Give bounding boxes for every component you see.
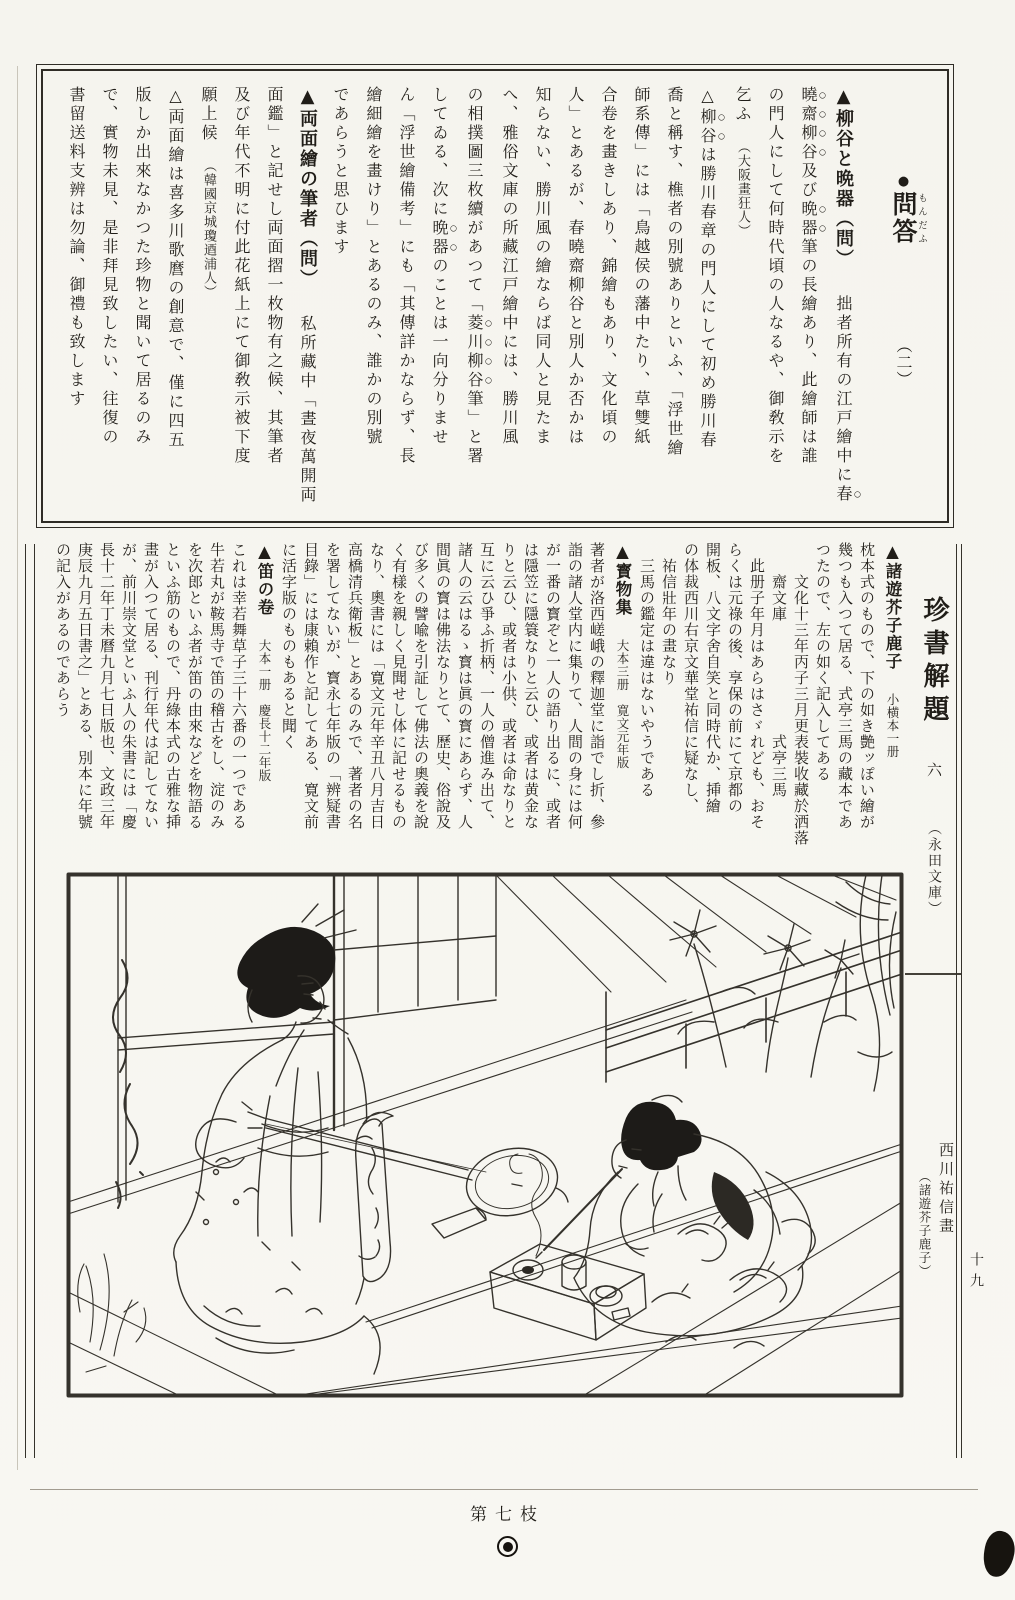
column-text: 喬と稱す、樵者の別號ありといふ、「浮世繪 bbox=[665, 86, 684, 458]
qa-title-ruby: もんだふ bbox=[916, 191, 927, 245]
text-column bbox=[366, 542, 388, 880]
bib-section-header bbox=[906, 596, 960, 961]
column-text: 書留送料支辨は勿論、御禮も致します bbox=[67, 86, 86, 409]
text-column bbox=[228, 542, 250, 880]
text-column bbox=[96, 542, 118, 880]
bullet-icon: ● bbox=[896, 174, 911, 191]
text-column bbox=[322, 542, 344, 880]
column-text: が、前川崇文堂といふ人の朱書には「慶 bbox=[120, 542, 138, 830]
column-note: 大本一册 慶長十二年版 bbox=[257, 638, 272, 782]
column-text: 互に云ひ爭ふ折柄、一人の僧進み出て、 bbox=[478, 542, 496, 830]
wave-pattern bbox=[652, 1216, 815, 1348]
bib-volume-number: 六 bbox=[925, 762, 943, 777]
column-text: 間眞の寳は佛法なりとて、歷史、俗說及 bbox=[434, 542, 452, 830]
qa-section-title-column bbox=[872, 86, 934, 510]
entry-column bbox=[827, 86, 862, 510]
text-column bbox=[658, 542, 680, 880]
qa-part-number: （二） bbox=[894, 337, 913, 388]
text-column bbox=[559, 86, 592, 510]
text-column bbox=[726, 86, 759, 510]
column-text: 私所藏中「晝夜萬開両 bbox=[298, 315, 317, 505]
footer-rule bbox=[30, 1489, 978, 1490]
footer-title: 第七枝 bbox=[470, 1505, 545, 1525]
column-text: 諸人の云はるゝ寳は眞の寳にあらず、人 bbox=[456, 542, 474, 830]
bullseye-mark-icon bbox=[497, 1536, 518, 1557]
print-frame bbox=[69, 875, 902, 1396]
print-artist-caption: 西川祐信畫 bbox=[937, 1142, 955, 1237]
tray-handle-slot bbox=[612, 1308, 630, 1320]
column-text: 人」とあるが、春曉齋柳谷と別人か否かは bbox=[566, 86, 585, 447]
text-column bbox=[680, 542, 702, 880]
column-text: 枕本式のもので、下の如き艶ッぽい繪が bbox=[858, 542, 876, 830]
column-text: に活字版のものもあると聞く bbox=[280, 542, 298, 750]
column-text: 曉齋柳谷及び晩器筆の長繪あり、此繪師は誰 bbox=[799, 86, 818, 466]
text-column bbox=[759, 86, 792, 510]
text-column bbox=[746, 542, 768, 880]
text-column bbox=[159, 86, 192, 510]
column-text: なり、奧書には「寛文元年辛丑八月吉日 bbox=[368, 542, 386, 830]
text-column bbox=[162, 542, 184, 880]
text-column bbox=[300, 542, 322, 880]
column-text: △柳谷は勝川春章の門人にして初め勝川春 bbox=[698, 86, 717, 450]
qa-title: 問答もんだふ bbox=[889, 191, 927, 245]
entry-heading: ▲柳谷と晩器（問） bbox=[833, 86, 854, 269]
column-text: であらうと思ひます bbox=[331, 86, 350, 257]
text-column bbox=[691, 86, 726, 510]
text-column bbox=[476, 542, 498, 880]
bib-section-title: 珍書解題 bbox=[919, 596, 949, 728]
column-text: 繪細繪を畫けり」とあるのみ、誰かの別號 bbox=[364, 86, 383, 447]
man-hair bbox=[621, 1102, 701, 1170]
qa-section bbox=[36, 64, 954, 528]
column-text: 願上候 bbox=[199, 86, 218, 143]
page-gutter-line bbox=[17, 66, 18, 1470]
text-column bbox=[225, 86, 258, 510]
text-column bbox=[498, 542, 520, 880]
column-text: これは幸若舞草子三十六番の一つである bbox=[230, 542, 248, 830]
column-text: の体裁西川右京文華堂祐信に疑なし、 bbox=[682, 542, 700, 814]
column-note: 大本三册 寛文元年版 bbox=[615, 638, 630, 769]
column-text: 及び年代不明に付此花紙上にて御敎示被下度 bbox=[232, 86, 251, 466]
text-column bbox=[856, 542, 878, 880]
column-text: らくは元祿の後、享保の前にて京都の bbox=[726, 542, 744, 814]
text-column bbox=[258, 86, 291, 510]
entry-heading: ▲諸遊芥子鹿子 bbox=[883, 542, 902, 671]
text-column bbox=[458, 86, 493, 510]
column-text: 文化十三年丙子三月更表裝收藏於洒落 bbox=[792, 542, 810, 846]
column-text: 詣の諸人堂内に集りて、人間の身には何 bbox=[566, 542, 584, 830]
text-column bbox=[768, 542, 790, 880]
print-series-caption: （諸遊芥子鹿子） bbox=[917, 1170, 932, 1278]
text-column bbox=[423, 86, 458, 510]
kiseru-pipe bbox=[544, 1169, 622, 1250]
column-text: 祐信壯年の畫なり bbox=[660, 542, 678, 686]
floor-lines bbox=[68, 1000, 902, 1394]
text-column bbox=[724, 542, 746, 880]
text-column bbox=[636, 542, 658, 880]
column-text: 長十二年丁未曆九月七日版也、文政三年 bbox=[98, 542, 116, 830]
qa-columns bbox=[41, 69, 949, 523]
seated-man-figure bbox=[510, 1095, 816, 1348]
column-text: ん「浮世繪備考」にも「其傳詳かならず、長 bbox=[397, 86, 416, 466]
column-text: 牛若丸が鞍馬寺で笛の稽古をし、淀のみ bbox=[208, 542, 226, 830]
column-text: 畫が入つて居る、刊行年代は記してない bbox=[142, 542, 160, 830]
text-column bbox=[357, 86, 390, 510]
entry-column bbox=[878, 542, 906, 880]
column-text: といふ筋のもので、丹綠本式の古雅な挿 bbox=[164, 542, 182, 830]
text-column bbox=[493, 86, 526, 510]
column-text: △両面繪は喜多川歌麿の創意で、僅に四五 bbox=[166, 86, 185, 450]
text-column bbox=[60, 86, 93, 510]
column-text: く有樣を親しく見聞せし体に記せるもの bbox=[390, 542, 408, 830]
text-column bbox=[790, 542, 812, 880]
column-note: （大阪畫狂人） bbox=[735, 140, 750, 238]
text-column bbox=[192, 86, 225, 510]
text-column bbox=[118, 542, 140, 880]
column-text: 版しか出來なかつた珍物と聞いて居るのみ bbox=[133, 86, 152, 447]
page-number: 十九 bbox=[968, 1252, 984, 1294]
text-column bbox=[564, 542, 586, 880]
text-column bbox=[324, 86, 357, 510]
column-text: 乞ふ bbox=[733, 86, 752, 124]
bib-library-name: （永田文庫） bbox=[926, 821, 942, 917]
scan-ink-blot bbox=[980, 1529, 1015, 1580]
column-text: 齋文庫 式亭三馬 bbox=[770, 542, 788, 798]
text-column bbox=[542, 542, 564, 880]
text-column bbox=[93, 86, 126, 510]
text-column bbox=[206, 542, 228, 880]
entry-heading: ▲寳物集 bbox=[613, 542, 632, 617]
column-text: 高橋清兵衛板」とあるのみで、著者の名 bbox=[346, 542, 364, 830]
text-column bbox=[344, 542, 366, 880]
column-text: の記入があるのであらう bbox=[54, 542, 72, 718]
column-note: 小横本一册 bbox=[885, 692, 900, 758]
entry-column bbox=[250, 542, 278, 880]
column-text: 幾つも入つて居る、式亭三馬の藏本であ bbox=[836, 542, 854, 830]
text-column bbox=[586, 542, 608, 880]
column-text: りと云ひ、或者は小供、或者は命なりと bbox=[500, 542, 518, 830]
column-text: を署してないが、寳永七年版の「辨疑書 bbox=[324, 542, 342, 830]
column-text: 開板、八文字舍自笑と同時代か、挿繪 bbox=[704, 542, 722, 814]
text-column bbox=[388, 542, 410, 880]
column-text: 合卷を畫きしあり、錦繪もあり、文化頃の bbox=[599, 86, 618, 447]
column-text: の門人にして何時代頃の人なるや、御敎示を bbox=[766, 86, 785, 466]
text-column bbox=[184, 542, 206, 880]
column-text: で、實物未見、是非拜見致したい、往復の bbox=[100, 86, 119, 447]
bib-columns bbox=[26, 542, 906, 880]
column-text: へ、雅俗文庫の所藏江戸繪中には、勝川風 bbox=[500, 86, 519, 447]
column-note: （韓國京城瓊逎浦人） bbox=[201, 159, 216, 299]
text-column bbox=[658, 86, 691, 510]
column-text: つたので、左の如く記入してある bbox=[814, 542, 832, 782]
text-column bbox=[52, 542, 74, 880]
text-column bbox=[454, 542, 476, 880]
bib-title-column bbox=[908, 596, 960, 961]
entry-column bbox=[291, 86, 324, 510]
text-column bbox=[812, 542, 834, 880]
woodblock-print bbox=[66, 872, 904, 1398]
column-text: は隱笠に隱簑なりと云ひ、或者は黄金な bbox=[522, 542, 540, 830]
entry-heading: ▲笛の卷 bbox=[255, 542, 274, 617]
column-text: び多くの譬喩を引証して佛法の奧義を說 bbox=[412, 542, 430, 830]
column-text: 此册子年月はあらはさゞれども、おそ bbox=[748, 542, 766, 830]
text-column bbox=[834, 542, 856, 880]
text-column bbox=[410, 542, 432, 880]
text-column bbox=[432, 542, 454, 880]
column-text: 拙者所有の江戸繪中に春 bbox=[834, 295, 853, 504]
woodblock-print-drawing bbox=[66, 872, 904, 1398]
left-margin-rule bbox=[25, 544, 35, 1458]
entry-column bbox=[608, 542, 636, 880]
column-text: 著者が洛西嵯峨の釋迦堂に詣でし折、參 bbox=[588, 542, 606, 830]
print-caption bbox=[903, 1142, 957, 1427]
column-text: 庚辰九月五日書之」とある、別本に年號 bbox=[76, 542, 94, 830]
column-text: の相撲圖三枚續があつて「菱川柳谷筆」と署 bbox=[465, 86, 484, 466]
standing-woman-figure bbox=[174, 904, 393, 1374]
text-column bbox=[625, 86, 658, 510]
column-text: してゐる、次に晩器のことは一向分りませ bbox=[430, 86, 449, 447]
column-text: 面鑑」と記せし両面摺一枚物有之候、其筆者 bbox=[265, 86, 284, 466]
column-text: 知らない、勝川風の繪ならば同人と見たま bbox=[533, 86, 552, 447]
text-column bbox=[126, 86, 159, 510]
text-column bbox=[702, 542, 724, 880]
column-text: 三馬の鑑定は違はないやうである bbox=[638, 542, 656, 798]
text-column bbox=[278, 542, 300, 880]
woman-hair bbox=[237, 927, 335, 1018]
entry-heading: ▲両面繪の筆者（問） bbox=[297, 86, 318, 289]
column-text: が一番の寳ぞと一人の語り出るに、或者 bbox=[544, 542, 562, 830]
text-column bbox=[520, 542, 542, 880]
lily-flowers bbox=[670, 875, 896, 1091]
paper-cone bbox=[432, 1208, 486, 1238]
text-column bbox=[792, 86, 827, 510]
header-separator-dash bbox=[905, 973, 961, 975]
text-column bbox=[140, 542, 162, 880]
column-text: 師系傳」には「鳥越侯の藩中たり、草雙紙 bbox=[632, 86, 651, 447]
text-column bbox=[74, 542, 96, 880]
text-column bbox=[592, 86, 625, 510]
text-column bbox=[390, 86, 423, 510]
shoji-screen bbox=[118, 875, 496, 1202]
column-text: 目錄」には康賴作と記してある、寛文前 bbox=[302, 542, 320, 830]
text-column bbox=[526, 86, 559, 510]
column-text: を次郎といふ者が笛の由來などを物語る bbox=[186, 542, 204, 830]
